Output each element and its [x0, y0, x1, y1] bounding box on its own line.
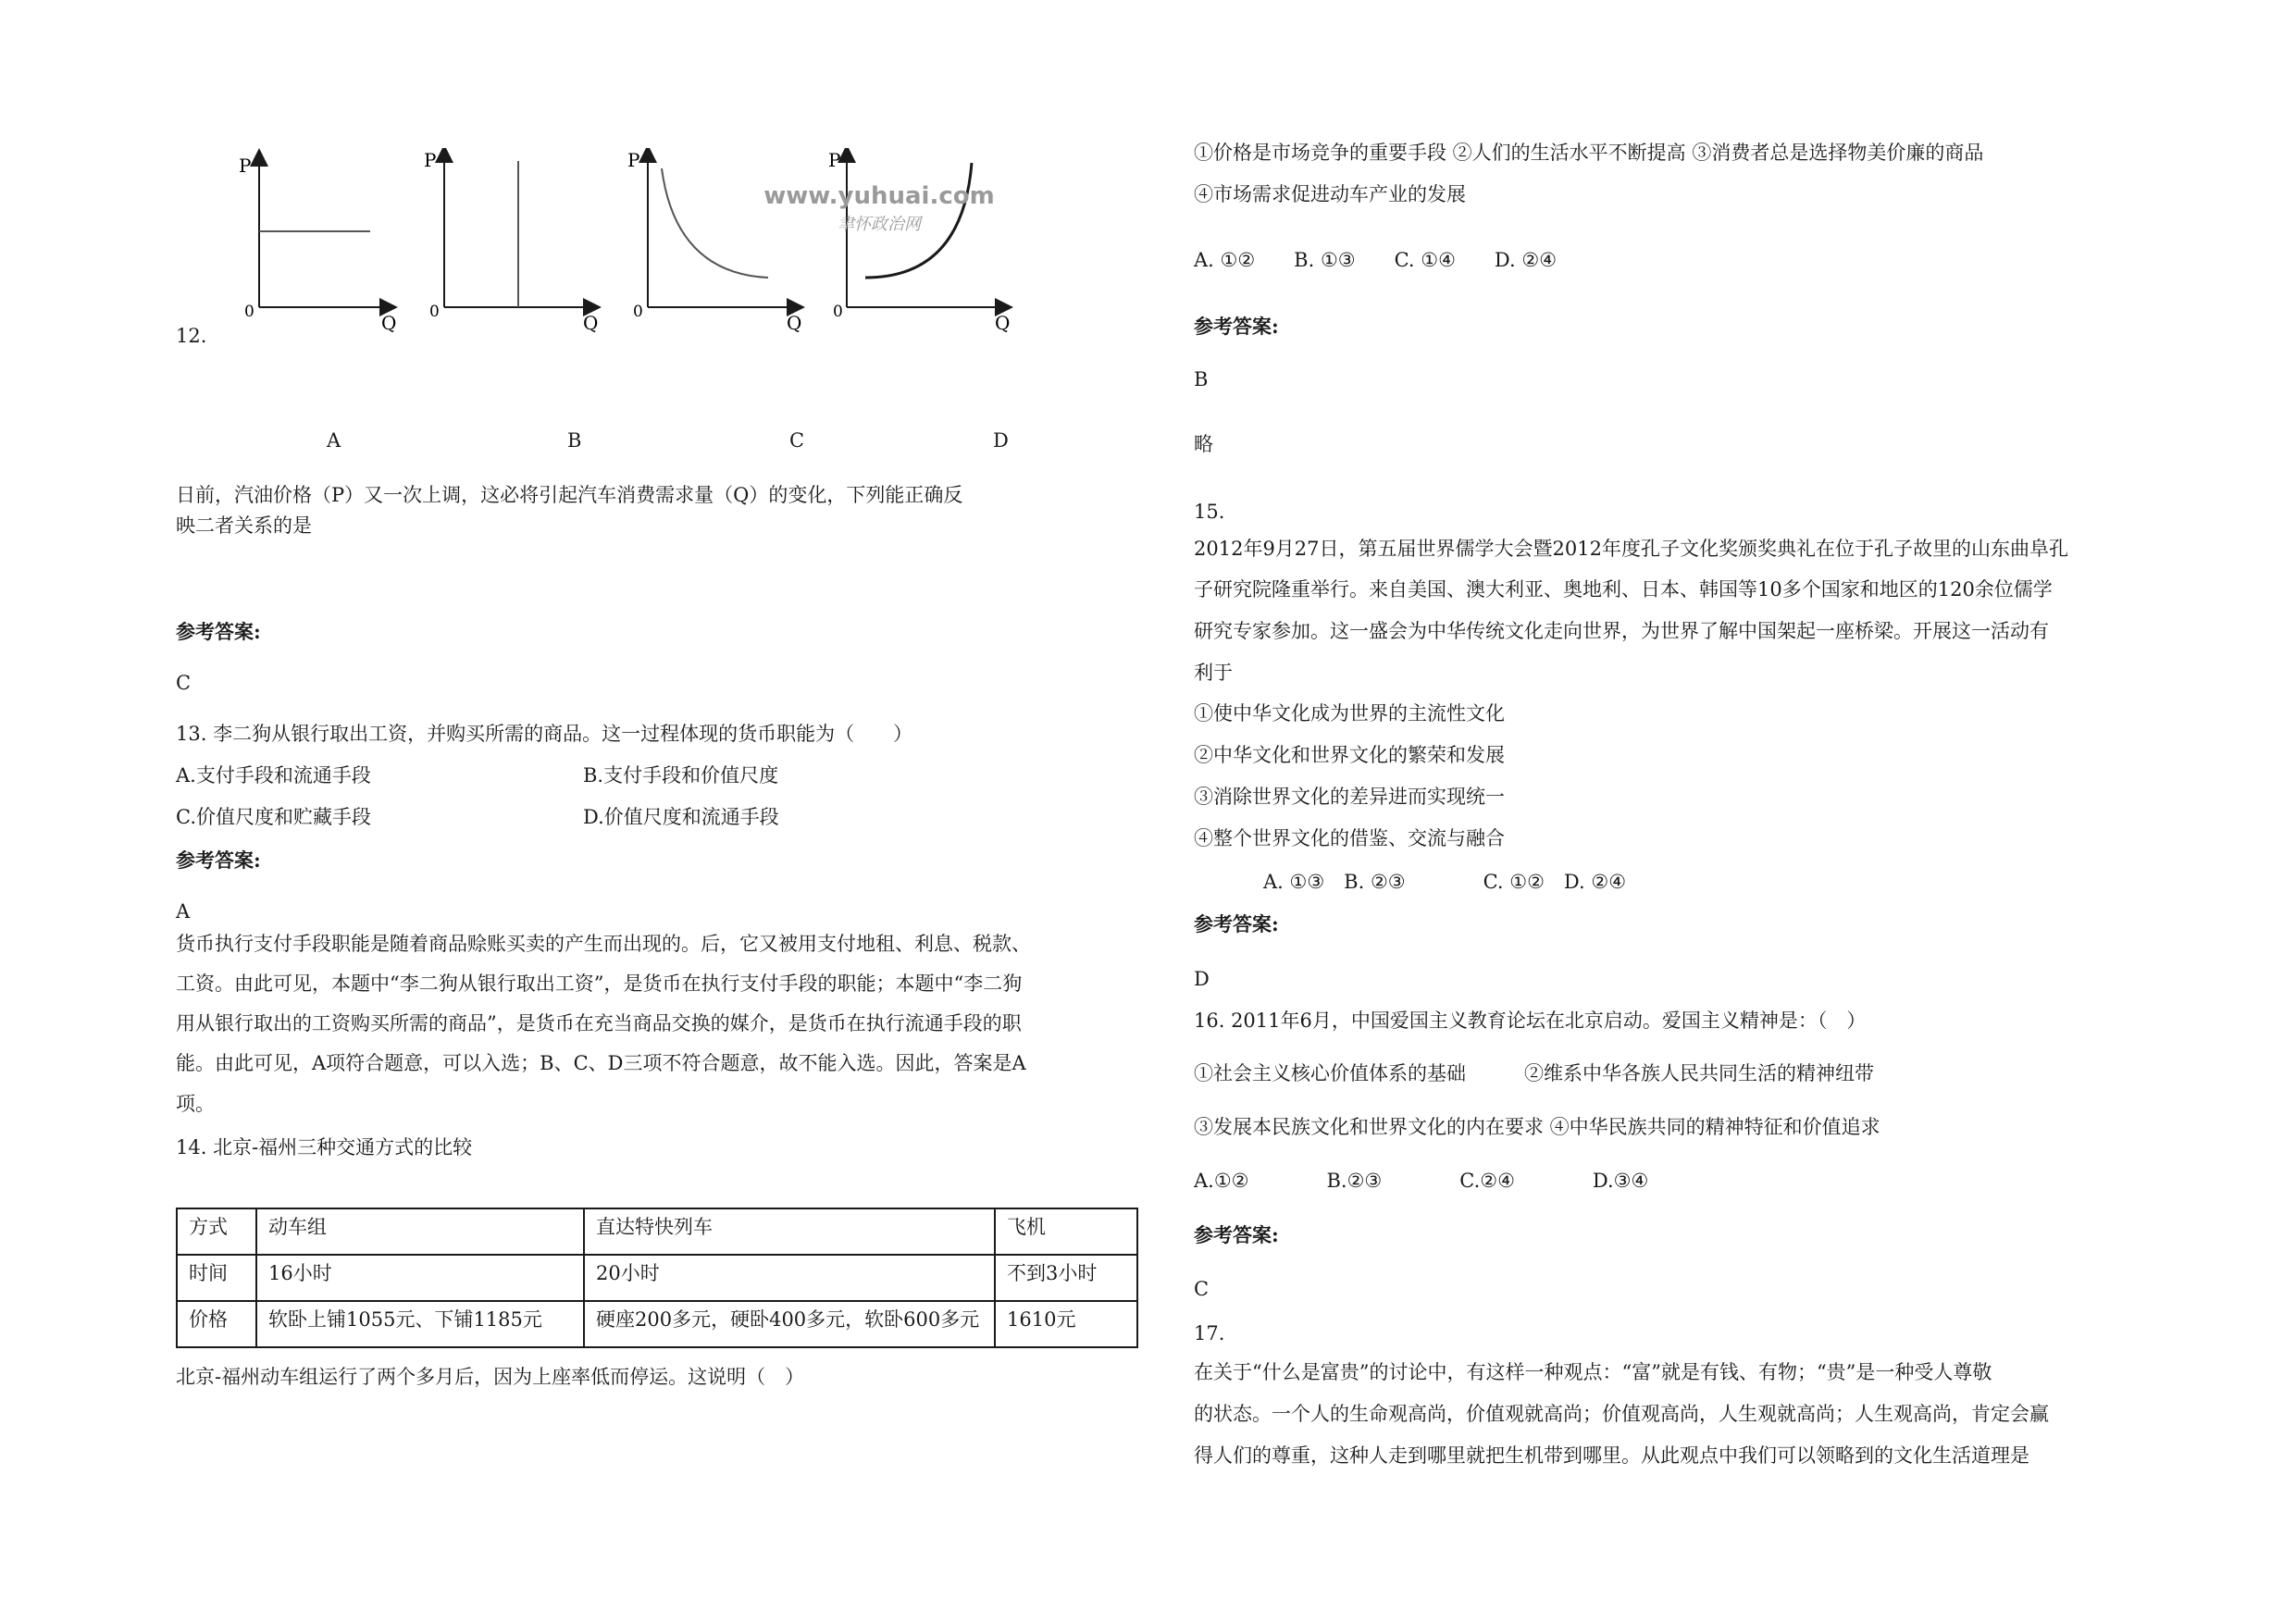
q15-stem-line1: 2012年9月27日，第五届世界儒学大会暨2012年度孔子文化奖颁奖典礼在位于孔子故里的山东曲阜孔: [1194, 538, 2068, 560]
graph-a: [239, 155, 396, 334]
q14-choices-line2: ④市场需求促进动车产业的发展: [1194, 183, 1466, 205]
q16-choices-line1: ①社会主义核心价值体系的基础 ②维系中华各族人民共同生活的精神纽带: [1194, 1062, 1874, 1084]
q13-answer: A: [176, 900, 191, 923]
q16-options: A.①② B.②③ C.②④ D.③④: [1194, 1170, 1649, 1192]
q16-choices-line2: ③发展本民族文化和世界文化的内在要求 ④中华民族共同的精神特征和价值追求: [1194, 1116, 1880, 1138]
q15-stem-line4: 利于: [1194, 662, 1233, 684]
table-cell: 时间: [177, 1255, 256, 1301]
graph-d-x-label: Q: [995, 312, 1011, 334]
q15-answer-heading: 参考答案:: [1194, 912, 1279, 935]
q15-stem-line3: 研究专家参加。这一盛会为中华传统文化走向世界，为世界了解中国架起一座桥梁。开展这一活动有: [1194, 620, 2049, 642]
graph-a-y-label: P: [239, 155, 252, 177]
table-header-row: [177, 1208, 1137, 1255]
table-cell: 20小时: [584, 1255, 995, 1301]
graph-c-origin: 0: [633, 303, 643, 321]
q13-option-b: B.支付手段和价值尺度: [583, 764, 779, 787]
graph-label-c: C: [789, 429, 805, 452]
graph-d-origin: 0: [833, 303, 843, 321]
q14-note: 略: [1194, 433, 1213, 455]
graph-b-y-label: P: [424, 149, 437, 171]
graph-b-x-label: Q: [583, 312, 599, 334]
table-header-cell: 直达特快列车: [584, 1208, 995, 1255]
q13-option-d: D.价值尺度和流通手段: [583, 806, 779, 828]
q12-answer: C: [176, 672, 192, 694]
q15-number: 15.: [1194, 501, 1225, 523]
q14-answer: B: [1194, 368, 1209, 390]
q12-answer-heading: 参考答案:: [176, 620, 261, 643]
q15-choice-4: ④整个世界文化的借鉴、交流与融合: [1194, 827, 1505, 849]
q13-explanation-line4: 能。由此可见，A项符合题意，可以入选；B、C、D三项不符合题意，故不能入选。因此，答案是A: [176, 1052, 1026, 1074]
table-header-cell: 动车组: [256, 1208, 584, 1255]
q13-explanation-line1: 货币执行支付手段职能是随着商品赊账买卖的产生而出现的。后，它又被用支付地租、利息、税款、: [176, 933, 1031, 955]
q14-answer-heading: 参考答案:: [1194, 315, 1279, 338]
table-cell: 16小时: [256, 1255, 584, 1301]
q14-title: 14. 北京-福州三种交通方式的比较: [176, 1136, 473, 1158]
graph-c-x-label: Q: [787, 312, 802, 334]
q13-stem: 13. 李二狗从银行取出工资，并购买所需的商品。这一过程体现的货币职能为（ ）: [176, 723, 913, 745]
q15-choice-3: ③消除世界文化的差异进而实现统一: [1194, 786, 1505, 808]
graph-c-y-label: P: [627, 149, 640, 171]
table-header-cell: 方式: [177, 1208, 256, 1255]
q13-explanation-line2: 工资。由此可见，本题中“李二狗从银行取出工资”，是货币在执行支付手段的职能；本题中“李二狗: [176, 973, 1023, 995]
graph-a-origin: 0: [244, 303, 254, 321]
q12-stem-line2: 映二者关系的是: [176, 514, 312, 537]
table-cell: 硬座200多元，硬卧400多元，软卧600多元: [584, 1301, 995, 1347]
q13-answer-heading: 参考答案:: [176, 849, 261, 872]
q12-number: 12.: [176, 325, 207, 347]
table-cell: 1610元: [995, 1301, 1137, 1347]
q16-answer: C: [1194, 1278, 1210, 1300]
graph-watermark: www.yuhuai.com: [763, 182, 995, 210]
graph-c-curve: [662, 168, 768, 278]
table-cell: 价格: [177, 1301, 256, 1347]
q17-stem-line1: 在关于“什么是富贵”的讨论中，有这样一种观点：“富”就是有钱、有物；“贵”是一种受人尊敬: [1194, 1361, 1992, 1383]
demand-graphs: [231, 148, 1185, 352]
q16-stem: 16. 2011年6月，中国爱国主义教育论坛在北京启动。爱国主义精神是：（ ）: [1194, 1010, 1867, 1032]
q17-number: 17.: [1194, 1322, 1225, 1344]
table-row: [177, 1301, 1137, 1347]
table-row: [177, 1255, 1137, 1301]
q15-options: A. ①③ B. ②③ C. ①② D. ②④: [1263, 871, 1627, 893]
graph-d: [828, 149, 1010, 334]
q13-option-c: C.价值尺度和贮藏手段: [176, 806, 371, 828]
graph-label-a: A: [327, 429, 341, 452]
table-cell: 软卧上铺1055元、下铺1185元: [256, 1301, 584, 1347]
graph-a-x-label: Q: [381, 312, 397, 334]
q15-answer: D: [1194, 968, 1210, 990]
graph-b: [424, 149, 598, 334]
graph-c: [627, 149, 801, 334]
graph-b-origin: 0: [429, 303, 440, 321]
graph-label-b: B: [567, 429, 582, 452]
q16-answer-heading: 参考答案:: [1194, 1223, 1279, 1246]
graph-d-y-label: P: [828, 149, 841, 171]
q13-option-a: A.支付手段和流通手段: [176, 764, 371, 787]
q13-explanation-line5: 项。: [176, 1093, 215, 1115]
q14-stem: 北京-福州动车组运行了两个多月后，因为上座率低而停运。这说明（ ）: [176, 1366, 805, 1388]
graph-watermark-cn: 聿怀政治网: [838, 215, 921, 234]
q15-choice-1: ①使中华文化成为世界的主流性文化: [1194, 702, 1505, 725]
q17-stem-line2: 的状态。一个人的生命观高尚，价值观就高尚；价值观高尚，人生观就高尚；人生观高尚，肯定会赢: [1194, 1403, 2049, 1425]
q14-choices-line1: ①价格是市场竞争的重要手段 ②人们的生活水平不断提高 ③消费者总是选择物美价廉的商品: [1194, 142, 1984, 164]
table-cell: 不到3小时: [995, 1255, 1137, 1301]
q15-stem-line2: 子研究院隆重举行。来自美国、澳大利亚、奥地利、日本、韩国等10多个国家和地区的120余位儒学: [1194, 578, 2053, 601]
q12-stem-line1: 日前，汽油价格（P）又一次上调，这必将引起汽车消费需求量（Q）的变化，下列能正确反: [176, 484, 963, 506]
q15-choice-2: ②中华文化和世界文化的繁荣和发展: [1194, 744, 1505, 766]
transport-comparison-table: [176, 1208, 1138, 1348]
q14-options: A. ①② B. ①③ C. ①④ D. ②④: [1194, 249, 1558, 271]
q17-stem-line3: 得人们的尊重，这种人走到哪里就把生机带到哪里。从此观点中我们可以领略到的文化生活道理是: [1194, 1444, 2029, 1467]
q13-explanation-line3: 用从银行取出的工资购买所需的商品”，是货币在充当商品交换的媒介，是货币在执行流通手段的职: [176, 1012, 1022, 1035]
table-header-cell: 飞机: [995, 1208, 1137, 1255]
graph-label-d: D: [993, 429, 1009, 452]
